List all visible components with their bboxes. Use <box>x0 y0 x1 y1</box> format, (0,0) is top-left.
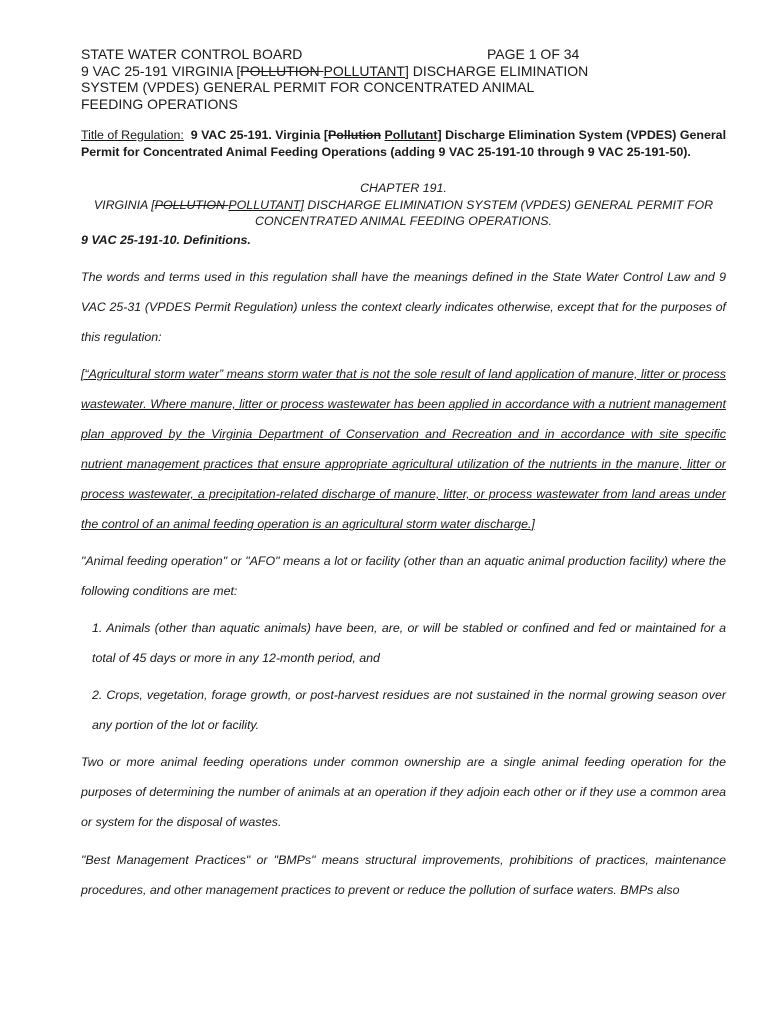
chapter-inserted-text: POLLUTANT] <box>228 197 304 212</box>
header-line2-suffix: DISCHARGE ELIMINATION <box>408 62 589 79</box>
header-regulation-line <box>81 63 726 80</box>
chapter-number: CHAPTER 191. <box>360 181 447 195</box>
header-line4: FEEDING OPERATIONS <box>81 95 238 112</box>
document-header <box>81 46 726 112</box>
title-suffix: Discharge Elimination System (VPDES) General Permit for Concentrated Animal Feeding Operations (adding 9 VAC 25-191-10 through 9 VAC 25-191-50). <box>81 128 727 159</box>
title-prefix: 9 VAC 25-191. Virginia [ <box>190 128 329 142</box>
header-page-number: PAGE 1 OF 34 <box>487 46 580 62</box>
header-inserted-text: POLLUTANT] <box>323 62 409 79</box>
title-of-regulation <box>81 127 726 160</box>
afo-condition-1: 1. Animals (other than aquatic animals) have been, are, or will be stabled or confined and fed or maintained for a total of 45 days or more in any 12-month period, and <box>92 621 726 665</box>
title-struck-text: Pollution <box>328 128 382 142</box>
chapter-title <box>81 197 726 230</box>
afo-condition-2: 2. Crops, vegetation, forage growth, or post-harvest residues are not sustained in the normal growing season over any portion of the lot or facility. <box>92 688 726 732</box>
header-line2-prefix: 9 VAC 25-191 VIRGINIA [ <box>81 62 241 79</box>
header-board-name: STATE WATER CONTROL BOARD <box>81 46 303 62</box>
header-struck-text: POLLUTION <box>240 62 324 79</box>
chapter-title-suffix: DISCHARGE ELIMINATION SYSTEM (VPDES) GENERAL PERMIT FOR CONCENTRATED ANIMAL FEEDING OPERATIONS. <box>255 197 714 229</box>
chapter-heading <box>81 180 726 230</box>
afo-definition: "Animal feeding operation" or "AFO" means a lot or facility (other than an aquatic animal production facility) where the following conditions are met: <box>81 554 726 598</box>
title-inserted-text: Pollutant] <box>384 128 442 142</box>
section-heading: 9 VAC 25-191-10. Definitions. <box>81 233 251 247</box>
agricultural-storm-water-definition: [“Agricultural storm water” means storm water that is not the sole result of land application of manure, litter or process wastewater. Where manure, litter or process wastewater has been applied in accordance with a nutrient management plan approved by the Virginia Department of Conservation and Recreation and in accordance with site specific nutrient management practices that ensure appropriate agricultural utilization of the nutrients in the manure, litter or process wastewater, a precipitation-related discharge of manure, litter, or process wastewater from land areas under the control of an animal feeding operation is an agricultural storm water discharge.] <box>81 367 726 531</box>
header-line3: SYSTEM (VPDES) GENERAL PERMIT FOR CONCENTRATED ANIMAL <box>81 79 535 95</box>
intro-paragraph: The words and terms used in this regulation shall have the meanings defined in the State Water Control Law and 9 VAC 25-31 (VPDES Permit Regulation) unless the context clearly indicates otherwise, except that for the purposes of this regulation: <box>81 270 726 344</box>
title-label: Title of Regulation: <box>81 128 184 142</box>
chapter-title-prefix: VIRGINIA [ <box>93 197 155 212</box>
chapter-struck-text: POLLUTION <box>154 197 229 212</box>
common-ownership-paragraph: Two or more animal feeding operations under common ownership are a single animal feeding operation for the purposes of determining the number of animals at an operation if they adjoin each other or if they use a common area or system for the disposal of wastes. <box>81 755 726 829</box>
bmps-definition: "Best Management Practices" or "BMPs" means structural improvements, prohibitions of practices, maintenance procedures, and other management practices to prevent or reduce the pollution of surface waters. BMPs also <box>81 853 726 897</box>
